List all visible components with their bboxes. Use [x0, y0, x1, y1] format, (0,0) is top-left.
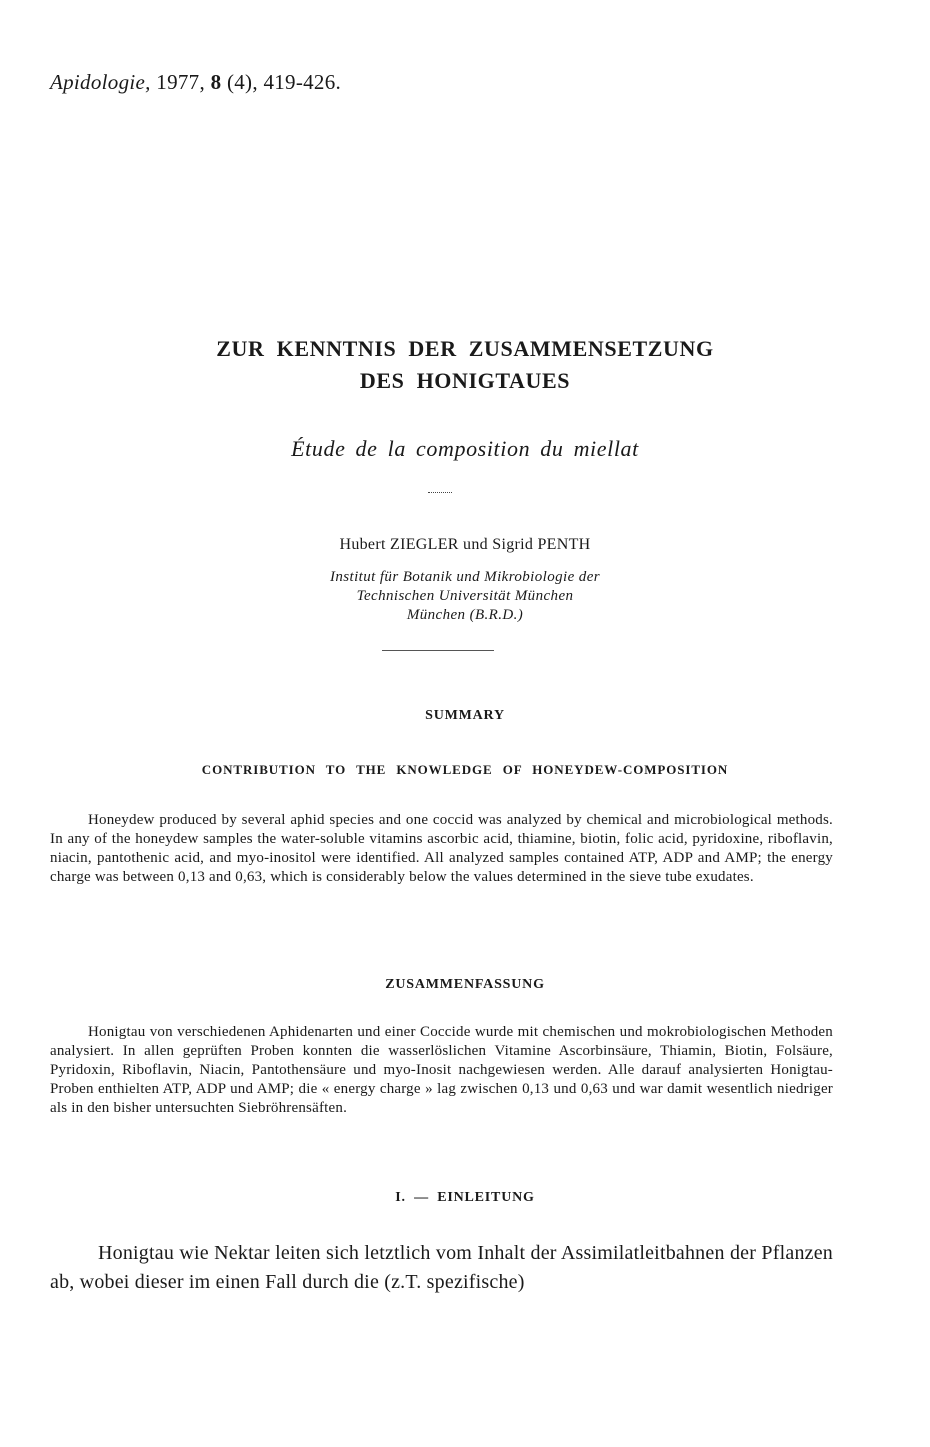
summary-subheading: CONTRIBUTION TO THE KNOWLEDGE OF HONEYDEW-COMPOSITION: [201, 762, 729, 777]
einleitung-text: Honigtau wie Nektar leiten sich letztlich vom Inhalt der Assimilatleitbahnen der Pflanzen ab, wobei dieser im einen Fall durch die (z.T. spezifische): [50, 1242, 833, 1293]
journal-volume: 8: [210, 70, 222, 94]
zusammenfassung-heading: ZUSAMMENFASSUNG: [385, 977, 545, 992]
article-subtitle: Étude de la composition du miellat: [291, 436, 639, 461]
journal-citation: [50, 70, 341, 95]
affiliation-line3: München (B.R.D.): [406, 607, 524, 623]
journal-year: 1977,: [156, 70, 206, 94]
summary-heading: SUMMARY: [425, 708, 505, 723]
ornament-dash: [428, 492, 452, 493]
article-title: [0, 333, 930, 397]
article-title-line1: ZUR KENNTNIS DER ZUSAMMENSETZUNG: [216, 336, 714, 361]
authors: Hubert ZIEGLER und Sigrid PENTH: [339, 536, 591, 553]
separator-rule: [382, 650, 494, 651]
summary-text: Honeydew produced by several aphid species and one coccid was analyzed by chemical and microbiological methods. In any of the honeydew samples the water-soluble vitamins ascorbic acid, thiamine, biotin, folic acid, pyridoxine, riboflavin, niacin, pantothenic acid, and myo-inositol were identified. All analyzed samples contained ATP, ADP and AMP; the energy charge was between 0,13 and 0,63, which is considerably below the values determined in the sieve tube exudates.: [50, 812, 833, 885]
journal-name: Apidologie,: [50, 70, 151, 94]
article-title-line2: DES HONIGTAUES: [359, 368, 571, 393]
einleitung-heading: I. — EINLEITUNG: [395, 1190, 535, 1205]
zusammenfassung-text: Honigtau von verschiedenen Aphidenarten und einer Coccide wurde mit chemischen und mokrobiologischen Methoden analysiert. In allen geprüften Proben konnten die wasserlöslichen Vitamine Ascorbinsäure, Thiamin, Biotin, Folsäure, Pyridoxin, Riboflavin, Niacin, Pantothensäure und myo-Inosit nachgewiesen werden. Alle darauf analysierten Honigtau-Proben enthielten ATP, ADP und AMP; die « energy charge » lag zwischen 0,13 und 0,63 und war damit wesentlich niedriger als in den bisher untersuchten Siebröhrensäften.: [50, 1024, 833, 1116]
affiliation-line2: Technischen Universität München: [356, 588, 574, 604]
affiliation-line1: Institut für Botanik und Mikrobiologie der: [330, 569, 600, 585]
affiliation: [0, 568, 930, 625]
journal-issue-pages: (4), 419-426.: [226, 70, 342, 94]
